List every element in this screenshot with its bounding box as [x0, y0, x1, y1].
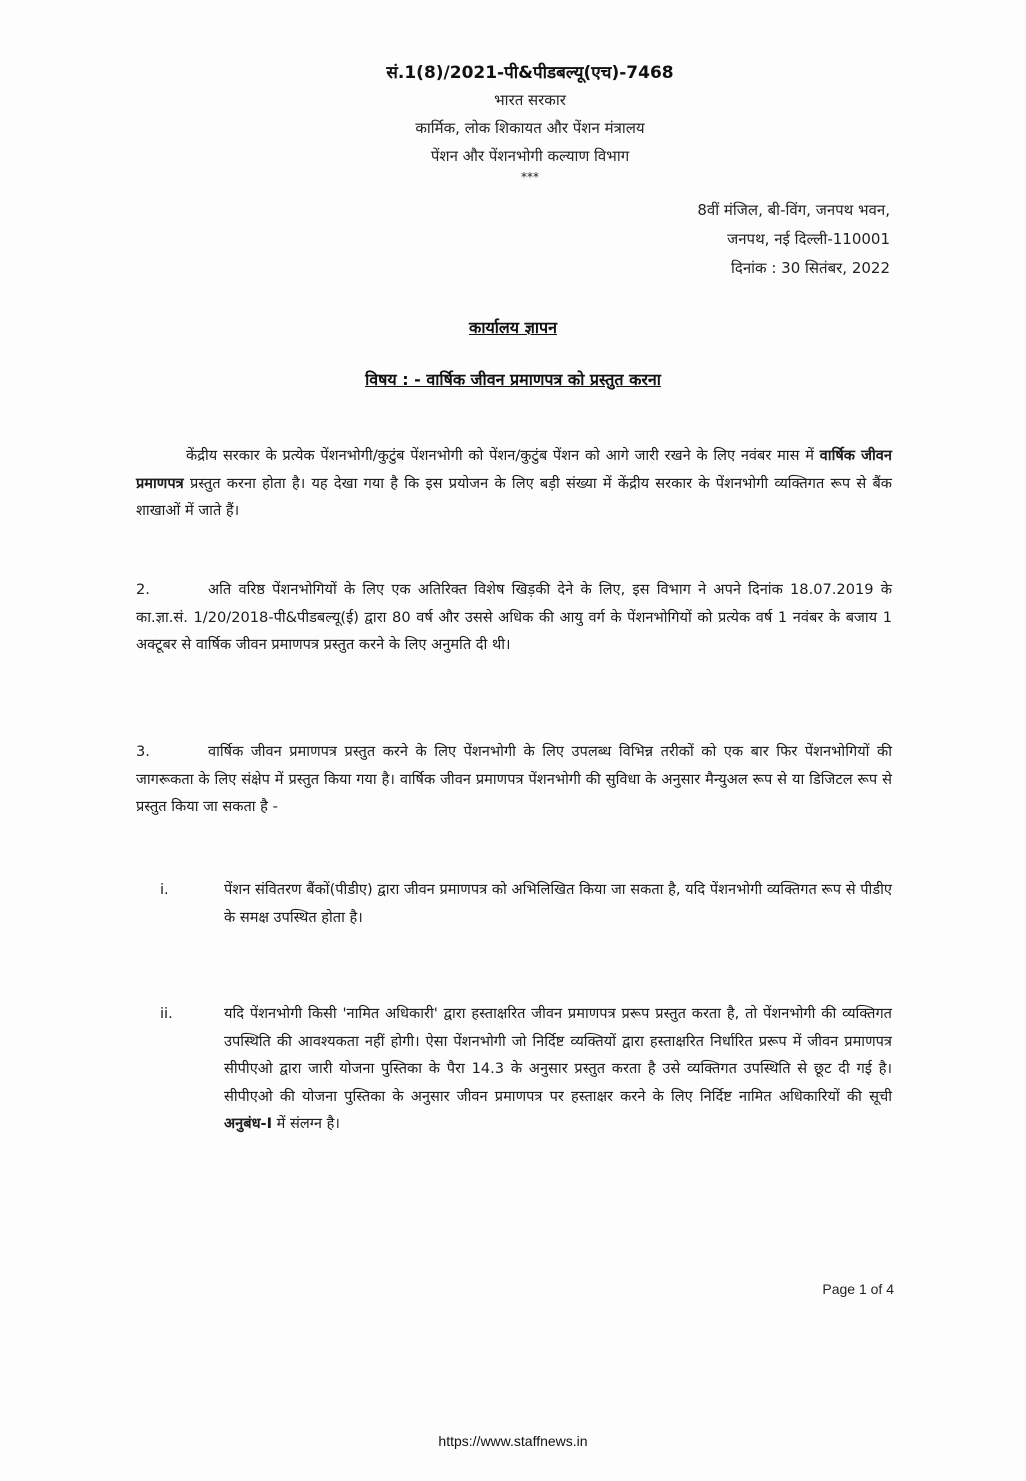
department-name: पेंशन और पेंशनभोगी कल्याण विभाग [430, 147, 630, 165]
annual-life-certificate-bold: वार्षिक जीवन प्रमाणपत्र [136, 447, 892, 492]
paragraph-2: 2. अति वरिष्ठ पेंशनभोगियों के लिए एक अतिरिक्त विशेष खिड़की देने के लिए, इस विभाग ने अपने दिनांक 18.07.2019 के का.ज्ञा.सं. 1/20/2018-पी&पीडबल्यू(ई) द्वारा 80 वर्ष और उससे अधिक की आयु वर्ग के पेंशनभोगियों को प्रत्येक वर्ष 1 नवंबर के बजाय 1 अक्टूबर से वार्षिक जीवन प्रमाणपत्र प्रस्तुत करने के लिए अनुमति दी थी। [136, 581, 892, 653]
address-line-1: 8वीं मंजिल, बी-विंग, जनपथ भवन, [697, 201, 890, 219]
annexure-reference: अनुबंध-I [224, 1115, 273, 1132]
address-line-2: जनपथ, नई दिल्ली-110001 [727, 230, 890, 248]
reference-number: सं.1(8)/2021-पी&पीडबल्यू(एच)-7468 [386, 63, 674, 83]
government-name: भारत सरकार [494, 91, 566, 109]
list-item-ii: ii. यदि पेंशनभोगी किसी 'नामित अधिकारी' द्वारा हस्ताक्षरित जीवन प्रमाणपत्र प्ररूप प्रस्तुत करता है, तो पेंशनभोगी की व्यक्तिगत उपस्थिति की आवश्यकता नहीं होगी। ऐसा पेंशनभोगी जो निर्दिष्ट व्यक्तियों द्वारा हस्ताक्षरित निर्धारित प्ररूप में जीवन प्रमाणपत्र सीपीएओ द्वारा जारी योजना पुस्तिका के पैरा 14.3 के अनुसार प्रस्तुत करता है उसे व्यक्तिगत उपस्थिति से छूट दी गई है। सीपीएओ की योजना पुस्तिका के अनुसार जीवन प्रमाणपत्र पर हस्ताक्षर करने के लिए निर्दिष्ट नामित अधिकारियों की सूची अनुबंध-I में संलग्न है। [160, 1005, 892, 1132]
document-date: दिनांक : 30 सितंबर, 2022 [730, 259, 890, 277]
footer-url[interactable]: https://www.staffnews.in [438, 1433, 588, 1449]
ministry-name: कार्मिक, लोक शिकायत और पेंशन मंत्रालय [415, 119, 645, 137]
list-item-i: i. पेंशन संवितरण बैंकों(पीडीए) द्वारा जीवन प्रमाणपत्र को अभिलिखित किया जा सकता है, यदि पेंशनभोगी व्यक्तिगत रूप से पीडीए के समक्ष उपस्थित होता है। [160, 881, 892, 926]
paragraph-1: केंद्रीय सरकार के प्रत्येक पेंशनभोगी/कुटुंब पेंशनभोगी को पेंशन/कुटुंब पेंशन को आगे जारी रखने के लिए नवंबर मास में वार्षिक जीवन प्रमाणपत्र प्रस्तुत करना होता है। यह देखा गया है कि इस प्रयोजन के लिए बड़ी संख्या में केंद्रीय सरकार के पेंशनभोगी व्यक्तिगत रूप से बैंक शाखाओं में जाते हैं। [136, 447, 892, 519]
paragraph-3: 3. वार्षिक जीवन प्रमाणपत्र प्रस्तुत करने के लिए पेंशनभोगी के लिए उपलब्ध विभिन्न तरीकों को एक बार फिर पेंशनभोगियों की जागरूकता के लिए संक्षेप में प्रस्तुत किया गया है। वार्षिक जीवन प्रमाणपत्र पेंशनभोगी की सुविधा के अनुसार मैन्युअल रूप से या डिजिटल रूप से प्रस्तुत किया जा सकता है - [136, 743, 892, 815]
page-number: Page 1 of 4 [822, 1281, 894, 1297]
subject-heading: विषय : - वार्षिक जीवन प्रमाणपत्र को प्रस्तुत करना [365, 370, 661, 389]
document-type-heading: कार्यालय ज्ञापन [469, 318, 557, 337]
separator-stars: *** [521, 170, 539, 184]
